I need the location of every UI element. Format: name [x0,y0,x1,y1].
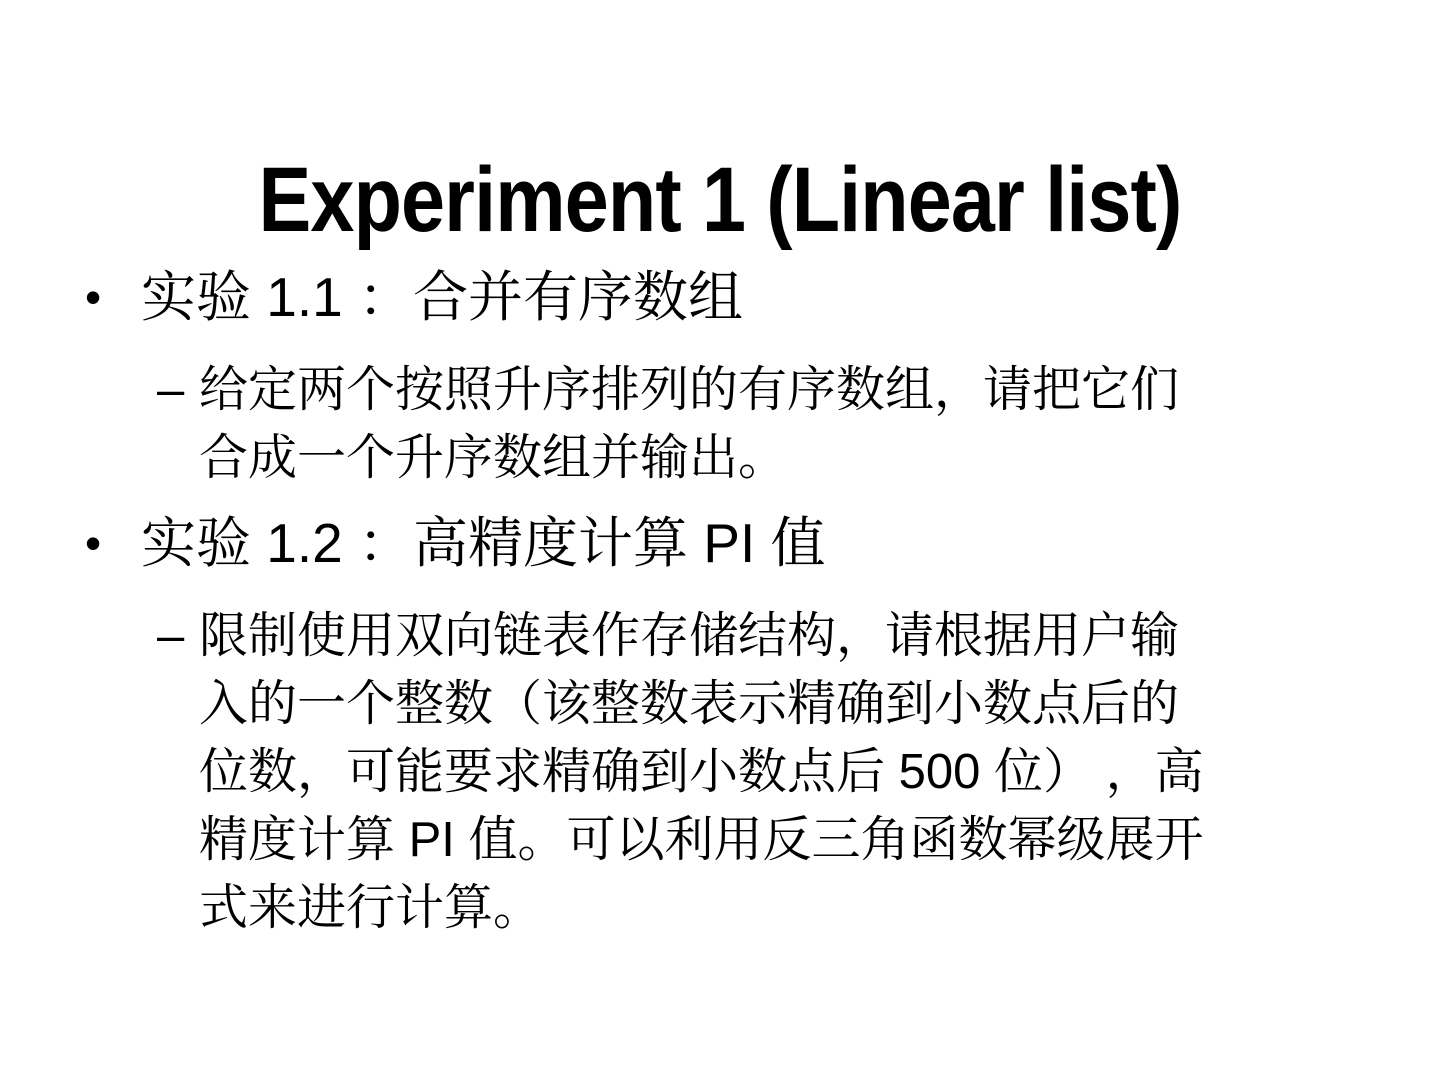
detail-line: 精度计算 PI 值。可以利用反三角函数幂级展开 [199,813,1204,867]
sub-bullet-2 [157,602,1375,942]
bullet-item-2 [85,498,1375,588]
detail-line: 入的一个整数（该整数表示精确到小数点后的 [199,677,1180,731]
bullet-heading-2: 实验 1.2 ：高精度计算 PI 值 [141,512,826,574]
sub-bullet-1-text [199,356,1375,492]
sub-bullet-1 [157,356,1375,492]
bullet-item-1 [85,252,1375,342]
detail-line: 式来进行计算。 [199,881,543,935]
detail-line: 给定两个按照升序排列的有序数组，请把它们 [199,363,1180,417]
bullet-heading-1: 实验 1.1 ：合并有序数组 [141,266,744,328]
slide-title: Experiment 1 (Linear list) [258,148,1182,251]
detail-line: 位数，可能要求精确到小数点后 500 位） ，高 [199,745,1204,799]
sub-bullet-2-text [199,602,1375,942]
slide-body [85,252,1375,942]
dash-marker-icon: – [157,609,185,663]
dash-marker-icon: – [157,363,185,417]
bullet-dot-icon: • [85,517,102,569]
detail-line: 限制使用双向链表作存储结构，请根据用户输 [199,609,1180,663]
bullet-dot-icon: • [85,271,102,323]
detail-line: 合成一个升序数组并输出。 [199,431,788,485]
